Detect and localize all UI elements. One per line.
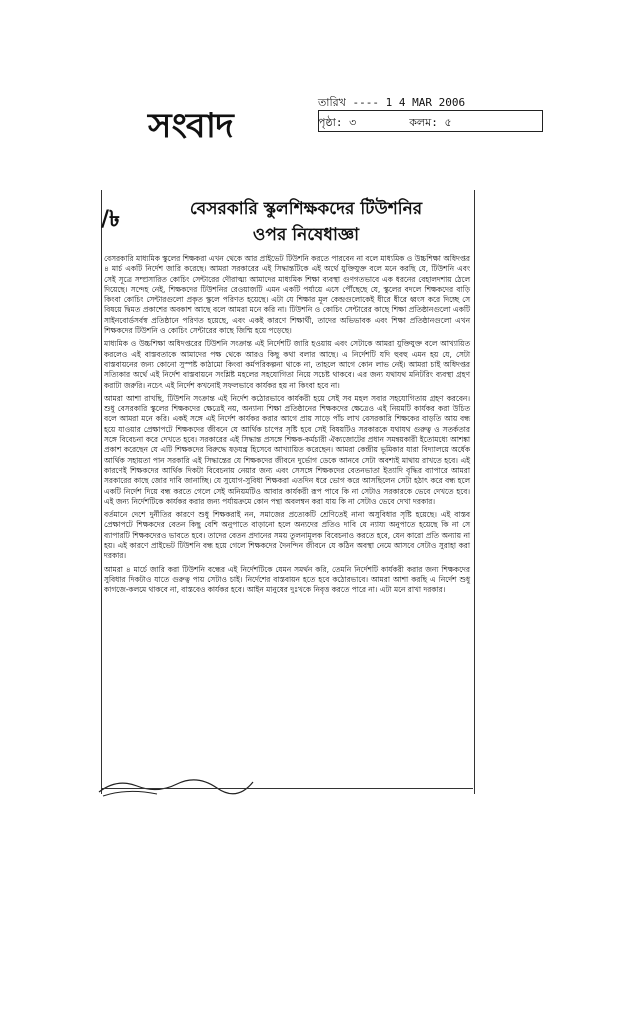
article-body bbox=[104, 254, 470, 599]
headline-line-2: ওপর নিষেধাজ্ঞা bbox=[252, 225, 360, 245]
date-label: তারিখ ---- bbox=[318, 96, 379, 109]
article-paragraph-4: বর্তমানে দেশে দুর্নীতির কারণে শুধু শিক্ষকরাই নন, সমাজের প্রত্যেকটি শ্রেণিতেই নানা অসুবিধার সৃষ্টি হয়েছে। এই বাস্তব প্রেক্ষাপটে শিক্ষকদের বেতন কিছু বেশি অনুপাতে বাড়ানো হলে অন্যদের প্রতিও দাবি যে ন্যায্য অনুপাতে হয়েছে কি না সে ব্যাপারটি শিক্ষকদেরও ভাবতে হবে। তাদের বেতন প্রদানের সময় তুলনামূলক বিবেচনাও করতে হবে, যেন কারো প্রতি অন্যায় না হয়। এই কারণে প্রাইভেট টিউশনি বন্ধ হয়ে গেলে শিক্ষকদের দৈনন্দিন জীবনে যে কঠিন অবস্থা নেমে আসবে সেটাও সুরাহা করা দরকার। bbox=[104, 510, 470, 561]
article-paragraph-2: মাধ্যমিক ও উচ্চশিক্ষা অধিদপ্তরের টিউশনি সংক্রান্ত এই নির্দেশটি জারি হওয়ায় এবং সেটাকে আমরা যুক্তিযুক্ত বলে আখ্যায়িত করলেও এই বাস্তবতাকে আমাদের পক্ষ থেকে আরও কিছু কথা বলার আছে। এ নির্দেশটি যদি হুবহু এমন হয় যে, সেটা বাস্তবায়নের জন্য কোনো সুস্পষ্ট কাঠামো কিংবা কর্মপরিকল্পনা থাকে না, তাহলে আগে কোন লাভ নেই। আমরা চাই অধিদপ্তর সত্যিকার অর্থে এই নির্দেশ বাস্তবায়নে সংশ্লিষ্ট মহলের সহযোগিতা নিয়ে সচেষ্ট থাকবে। এর জন্য যথাযথ মনিটরিং ব্যবস্থা গ্রহণ করাটা জরুরি। নচেৎ এই নির্দেশ কখনোই সফলভাবে কার্যকর হয় না কিংবা হবে না। bbox=[104, 339, 470, 390]
newspaper-clipping bbox=[101, 190, 477, 798]
date-stamp bbox=[318, 92, 544, 136]
slash-mark-icon: /৳ bbox=[101, 207, 120, 232]
column-value: ৫ bbox=[444, 116, 452, 129]
page-column-row bbox=[318, 114, 452, 133]
article-headline bbox=[141, 196, 471, 248]
newspaper-masthead: সংবাদ bbox=[147, 106, 233, 146]
headline-line-1: বেসরকারি স্কুলশিক্ষকদের টিউশনির bbox=[189, 199, 423, 219]
clipping-bottom-rule bbox=[101, 788, 473, 789]
article-paragraph-3: আমরা আশা রাখছি, টিউশনি সংক্রান্ত এই নির্দেশ কঠোরভাবে কার্যকরী হয়ে সেই সব মহল সবার সহযোগিতায় গ্রহণ করবেন। শুধু বেসরকারি স্কুলের শিক্ষকদের ক্ষেত্রেই নয়, অন্যান্য শিক্ষা প্রতিষ্ঠানের শিক্ষকদের ক্ষেত্রেও এই নিয়মটি কার্যকর করা উচিত বলে আমরা মনে করি। একই সঙ্গে এই নির্দেশ কার্যকর করার আগে প্রায় সাড়ে পাঁচ লাখ বেসরকারি শিক্ষকের বাড়তি আয় বন্ধ হয়ে যাওয়ার প্রেক্ষাপটে শিক্ষকদের জীবনে যে আর্থিক চাপের সৃষ্টি হবে সেই বিষয়টিও সরকারকে যথাযথ গুরুত্ব ও সতর্কতার সঙ্গে বিবেচনা করে দেখতে হবে। সরকারের এই সিদ্ধান্ত প্রসঙ্গে শিক্ষক-কর্মচারী ঐক্যজোটের প্রধান সমন্বয়কারী ইতোমধ্যে আশঙ্কা প্রকাশ করেছেন যে এটি শিক্ষকদের বিরুদ্ধে ষড়যন্ত্র হিসেবে আখ্যায়িত করেছেন। আমরা কেন্দ্রীয় ভূমিকার যারা বিদ্যালয়ে অর্ধেক আর্থিক সহায়তা পান সরকারি এই সিদ্ধান্তের যে শিক্ষকদের জীবনে দুর্ভোগ ডেকে আনবে সেটা অবশ্যই মাথায় রাখতে হবে। এই কারণেই শিক্ষকদের আর্থিক দিকটা বিবেচনায় নেয়ার জন্য এবং সেসঙ্গে শিক্ষকদের বেতনভাতা ইত্যাদি বৃদ্ধির ব্যাপারে আমরা সরকারের কাছে জোর দাবি জানাচ্ছি। যে সুযোগ-সুবিধা শিক্ষকরা এতদিন ধরে ভোগ করে আসছিলেন সেটা হঠাৎ করে বন্ধ হলে একটি নির্দেশ দিয়ে বন্ধ করতে গেলে সেই অনিয়মটিও আবার কার্যকরী রূপ পাবে কি না সেটাও সরকারকে ভেবে দেখতে হবে। এই জন্য নির্দেশটিকে কার্যকর করার জন্য পর্যায়ক্রমে কোন পন্থা অবলম্বন করা যায় কি না সেটাও ভেবে দেখা দরকার। bbox=[104, 393, 470, 506]
date-value: 1 4 MAR 2006 bbox=[385, 96, 466, 109]
column-label: কলম: bbox=[409, 116, 438, 129]
handwritten-scribble-icon bbox=[97, 772, 257, 798]
article-paragraph-1: বেসরকারি মাধ্যমিক স্কুলের শিক্ষকরা এখন থেকে আর প্রাইভেট টিউশনি করতে পারবেন না বলে মাধ্যমিক ও উচ্চশিক্ষা অধিদপ্তর ৪ মার্চ একটি নির্দেশ জারি করেছে। আমরা সরকারের এই সিদ্ধান্তটিকে এই অর্থে যুক্তিযুক্ত বলে মনে করছি যে, টিউশনি এবং সেই সূত্রে সম্প্রসারিত কোচিং সেন্টারের দৌরাত্ম্য আমাদের মাধ্যমিক শিক্ষা ব্যবস্থা গুণগতভাবে এক ধরনের বেহালদশায় ঠেলে দিয়েছে। সন্দেহ নেই, শিক্ষকদের টিউশনির রেওয়াজটি এমন একটি পর্যায়ে এসে পৌঁছেছে যে, স্কুলের বদলে শিক্ষকদের বাড়ি কিংবা কোচিং সেন্টারগুলো প্রকৃত স্কুলে পরিণত হয়েছে। এটা যে শিক্ষার মূল কেন্দ্রগুলোকেই ধীরে ধীরে ধ্বংস করে দিচ্ছে সে বিষয়ে দ্বিমত প্রকাশের অবকাশ আছে বলে আমরা মনে করি না। টিউশনি ও কোচিং সেন্টারের কাছে শিক্ষা প্রতিষ্ঠানগুলো একটি সাইনবোর্ডসর্বস্ব প্রতিষ্ঠানে পরিণত হয়েছে, এবং একই কারণে শিক্ষার্থী, তাদের অভিভাবক এবং শিক্ষা প্রতিষ্ঠানগুলো এখন শিক্ষকদের টিউশনি ও কোচিং সেন্টারের কাছে জিম্মি হয়ে পড়েছে। bbox=[104, 254, 470, 336]
page-label: পৃষ্ঠা: bbox=[318, 116, 343, 129]
page-value: ৩ bbox=[349, 116, 357, 129]
article-paragraph-5: আমরা ৪ মার্চে জারি করা টিউশনি বন্ধের এই নির্দেশটিকে যেমন সমর্থন করি, তেমনি নির্দেশটি কার্যকরী করার জন্য শিক্ষকদের সুবিধার দিকটাও যাতে গুরুত্ব পায় সেটাও চাই। নির্দেশের বাস্তবায়ন হতে হবে কঠোরভাবে। আমরা আশা করছি এ নির্দেশ শুধু কাগজে-কলমে থাকবে না, বাস্তবেও কার্যকর হবে। আইন মানুষের দুঃখকে নিবৃত্ত করতে পারে না। এটা মনে রাখা দরকার। bbox=[104, 564, 470, 595]
